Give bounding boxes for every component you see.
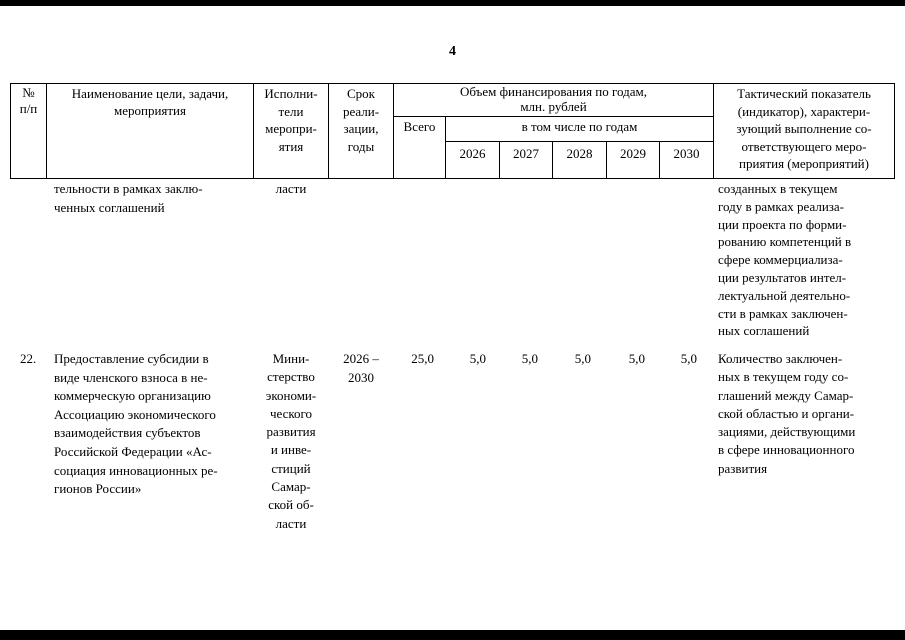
row-executor: Мини- стерство экономи- ческого развития и инве- стиций Самар- ской об- ласти bbox=[265, 351, 317, 531]
header-including: в том числе по годам bbox=[521, 119, 638, 134]
header-name: Наименование цели, задачи, мероприятия bbox=[71, 86, 229, 118]
bottom-rule bbox=[0, 630, 905, 640]
top-rule bbox=[0, 0, 905, 6]
header-bottom-border bbox=[10, 178, 895, 179]
header-executors: Исполни- тели меропри- ятия bbox=[264, 86, 318, 154]
table-header bbox=[10, 83, 895, 179]
row-name: Предоставление субсидии в виде членского взноса в не- коммерческую организацию Ассоциацию экономического взаимодействия субъектов Российской Федерации «Ас- социация инновационных ре- гионов России» bbox=[54, 351, 218, 497]
divider bbox=[393, 116, 713, 117]
continuation-name: тельности в рамках заклю- ченных соглашений bbox=[54, 181, 203, 215]
header-total: Всего bbox=[403, 119, 436, 134]
header-term: Срок реали- зации, годы bbox=[342, 86, 380, 154]
row-number: 22. bbox=[20, 351, 37, 366]
header-year-2026: 2026 bbox=[459, 146, 486, 161]
divider bbox=[445, 141, 713, 142]
continuation-indicator: созданных в текущем году в рамках реализа- ции проекта по форми- рованию компетенций в сфере коммерциализа- ции результатов интел- лектуальной деятельно- сти в рамках заключен- ных соглашений bbox=[718, 181, 852, 339]
header-indicator: Тактический показатель (индикатор), характери- зующий выполнение со- ответствующего меро- приятия (мероприятий) bbox=[736, 86, 872, 171]
row-total: 25,0 bbox=[411, 351, 434, 366]
row-2030: 5,0 bbox=[680, 351, 697, 366]
header-year-2030: 2030 bbox=[673, 146, 700, 161]
row-2027: 5,0 bbox=[521, 351, 538, 366]
page-number: 4 bbox=[449, 44, 456, 59]
divider bbox=[46, 83, 47, 179]
row-2028: 5,0 bbox=[574, 351, 591, 366]
row-2026: 5,0 bbox=[469, 351, 486, 366]
header-finance: Объем финансирования по годам, млн. рублей bbox=[459, 84, 648, 114]
header-number: № п/п bbox=[19, 85, 38, 116]
row-indicator: Количество заключен- ных в текущем году со- глашений между Самар- ской областью и органи- зациями, действующими в сфере инновационного развития bbox=[718, 351, 856, 476]
continuation-executor: ласти bbox=[275, 181, 307, 196]
row-2029: 5,0 bbox=[628, 351, 645, 366]
header-right-border bbox=[894, 83, 895, 179]
header-year-2027: 2027 bbox=[513, 146, 539, 161]
header-year-2029: 2029 bbox=[620, 146, 646, 161]
header-year-2028: 2028 bbox=[566, 146, 593, 161]
row-term: 2026 – 2030 bbox=[343, 351, 379, 385]
